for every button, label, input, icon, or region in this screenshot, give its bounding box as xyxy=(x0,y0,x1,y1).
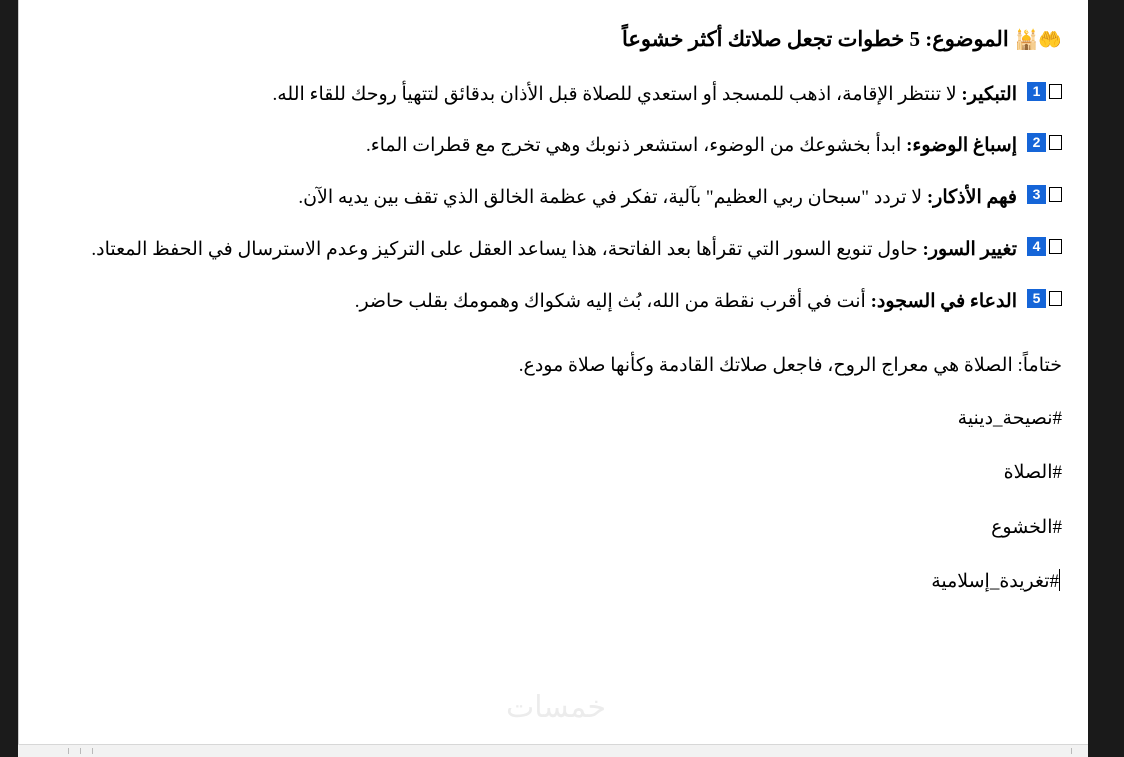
checkbox-icon[interactable] xyxy=(1049,291,1062,306)
step-text xyxy=(50,131,1017,162)
hashtag-text: #تغريدة_إسلامية xyxy=(931,570,1059,592)
document-body[interactable] xyxy=(24,0,1088,745)
step-marker xyxy=(1027,133,1062,152)
step-heading: التبكير: xyxy=(961,83,1017,105)
step-body: أنت في أقرب نقطة من الله، بُث إليه شكواك وهمومك بقلب حاضر. xyxy=(354,290,871,312)
step-body: حاول تنويع السور التي تقرأها بعد الفاتحة، هذا يساعد العقل على التركيز وعدم الاسترسال في الحفظ المعتاد. xyxy=(91,238,923,260)
step-heading: فهم الأذكار: xyxy=(926,187,1017,209)
step-marker xyxy=(1027,237,1062,256)
list-item xyxy=(50,235,1062,266)
step-body: ابدأ بخشوعك من الوضوء، استشعر ذنوبك وهي تخرج مع قطرات الماء. xyxy=(365,135,907,157)
step-text xyxy=(50,80,1017,111)
step-text xyxy=(50,183,1017,214)
resize-handle[interactable] xyxy=(1061,748,1072,754)
step-heading: إسباغ الوضوء: xyxy=(906,135,1017,157)
status-tick xyxy=(82,748,93,754)
step-number-badge: 3 xyxy=(1027,185,1046,204)
praying-hands-icon: 🤲🕌 xyxy=(1014,29,1062,51)
checkbox-icon[interactable] xyxy=(1049,239,1062,254)
step-number-badge: 5 xyxy=(1027,289,1046,308)
hashtag-item-last xyxy=(50,567,1062,597)
status-bar xyxy=(18,744,1088,757)
checkbox-icon[interactable] xyxy=(1049,135,1062,150)
step-heading: تغيير السور: xyxy=(922,238,1017,260)
watermark: خمسات xyxy=(505,690,607,725)
checkbox-icon[interactable] xyxy=(1049,187,1062,202)
step-number-badge: 2 xyxy=(1027,133,1046,152)
closing-paragraph: ختاماً: الصلاة هي معراج الروح، فاجعل صلاتك القادمة وكأنها صلاة مودع. xyxy=(518,355,1062,377)
step-number-badge: 4 xyxy=(1027,237,1046,256)
document-title xyxy=(50,24,1062,56)
list-item xyxy=(50,131,1062,162)
hashtag-item: #نصيحة_دينية xyxy=(957,407,1062,429)
step-number-badge: 1 xyxy=(1027,82,1046,101)
status-tick xyxy=(70,748,81,754)
step-body: لا تردد "سبحان ربي العظيم" بآلية، تفكر في عظمة الخالق الذي تقف بين يديه الآن. xyxy=(298,187,927,209)
hashtag-item: #الخشوع xyxy=(991,516,1062,538)
list-item xyxy=(50,287,1062,318)
window-left-edge xyxy=(0,0,18,757)
step-marker xyxy=(1027,289,1062,308)
status-tick xyxy=(58,748,69,754)
page-title: الموضوع: 5 خطوات تجعل صلاتك أكثر خشوعاً xyxy=(621,27,1009,51)
window-right-edge xyxy=(1088,0,1124,757)
step-marker xyxy=(1027,185,1062,204)
step-text xyxy=(50,287,1017,318)
list-item xyxy=(50,80,1062,111)
list-item xyxy=(50,183,1062,214)
hashtag-item: #الصلاة xyxy=(1003,462,1062,484)
step-heading: الدعاء في السجود: xyxy=(870,290,1017,312)
text-cursor xyxy=(1059,569,1060,591)
step-marker xyxy=(1027,82,1062,101)
step-body: لا تنتظر الإقامة، اذهب للمسجد أو استعدي للصلاة قبل الأذان بدقائق لتتهيأ روحك للقاء الله. xyxy=(272,83,962,105)
step-text xyxy=(50,235,1017,266)
checkbox-icon[interactable] xyxy=(1049,84,1062,99)
